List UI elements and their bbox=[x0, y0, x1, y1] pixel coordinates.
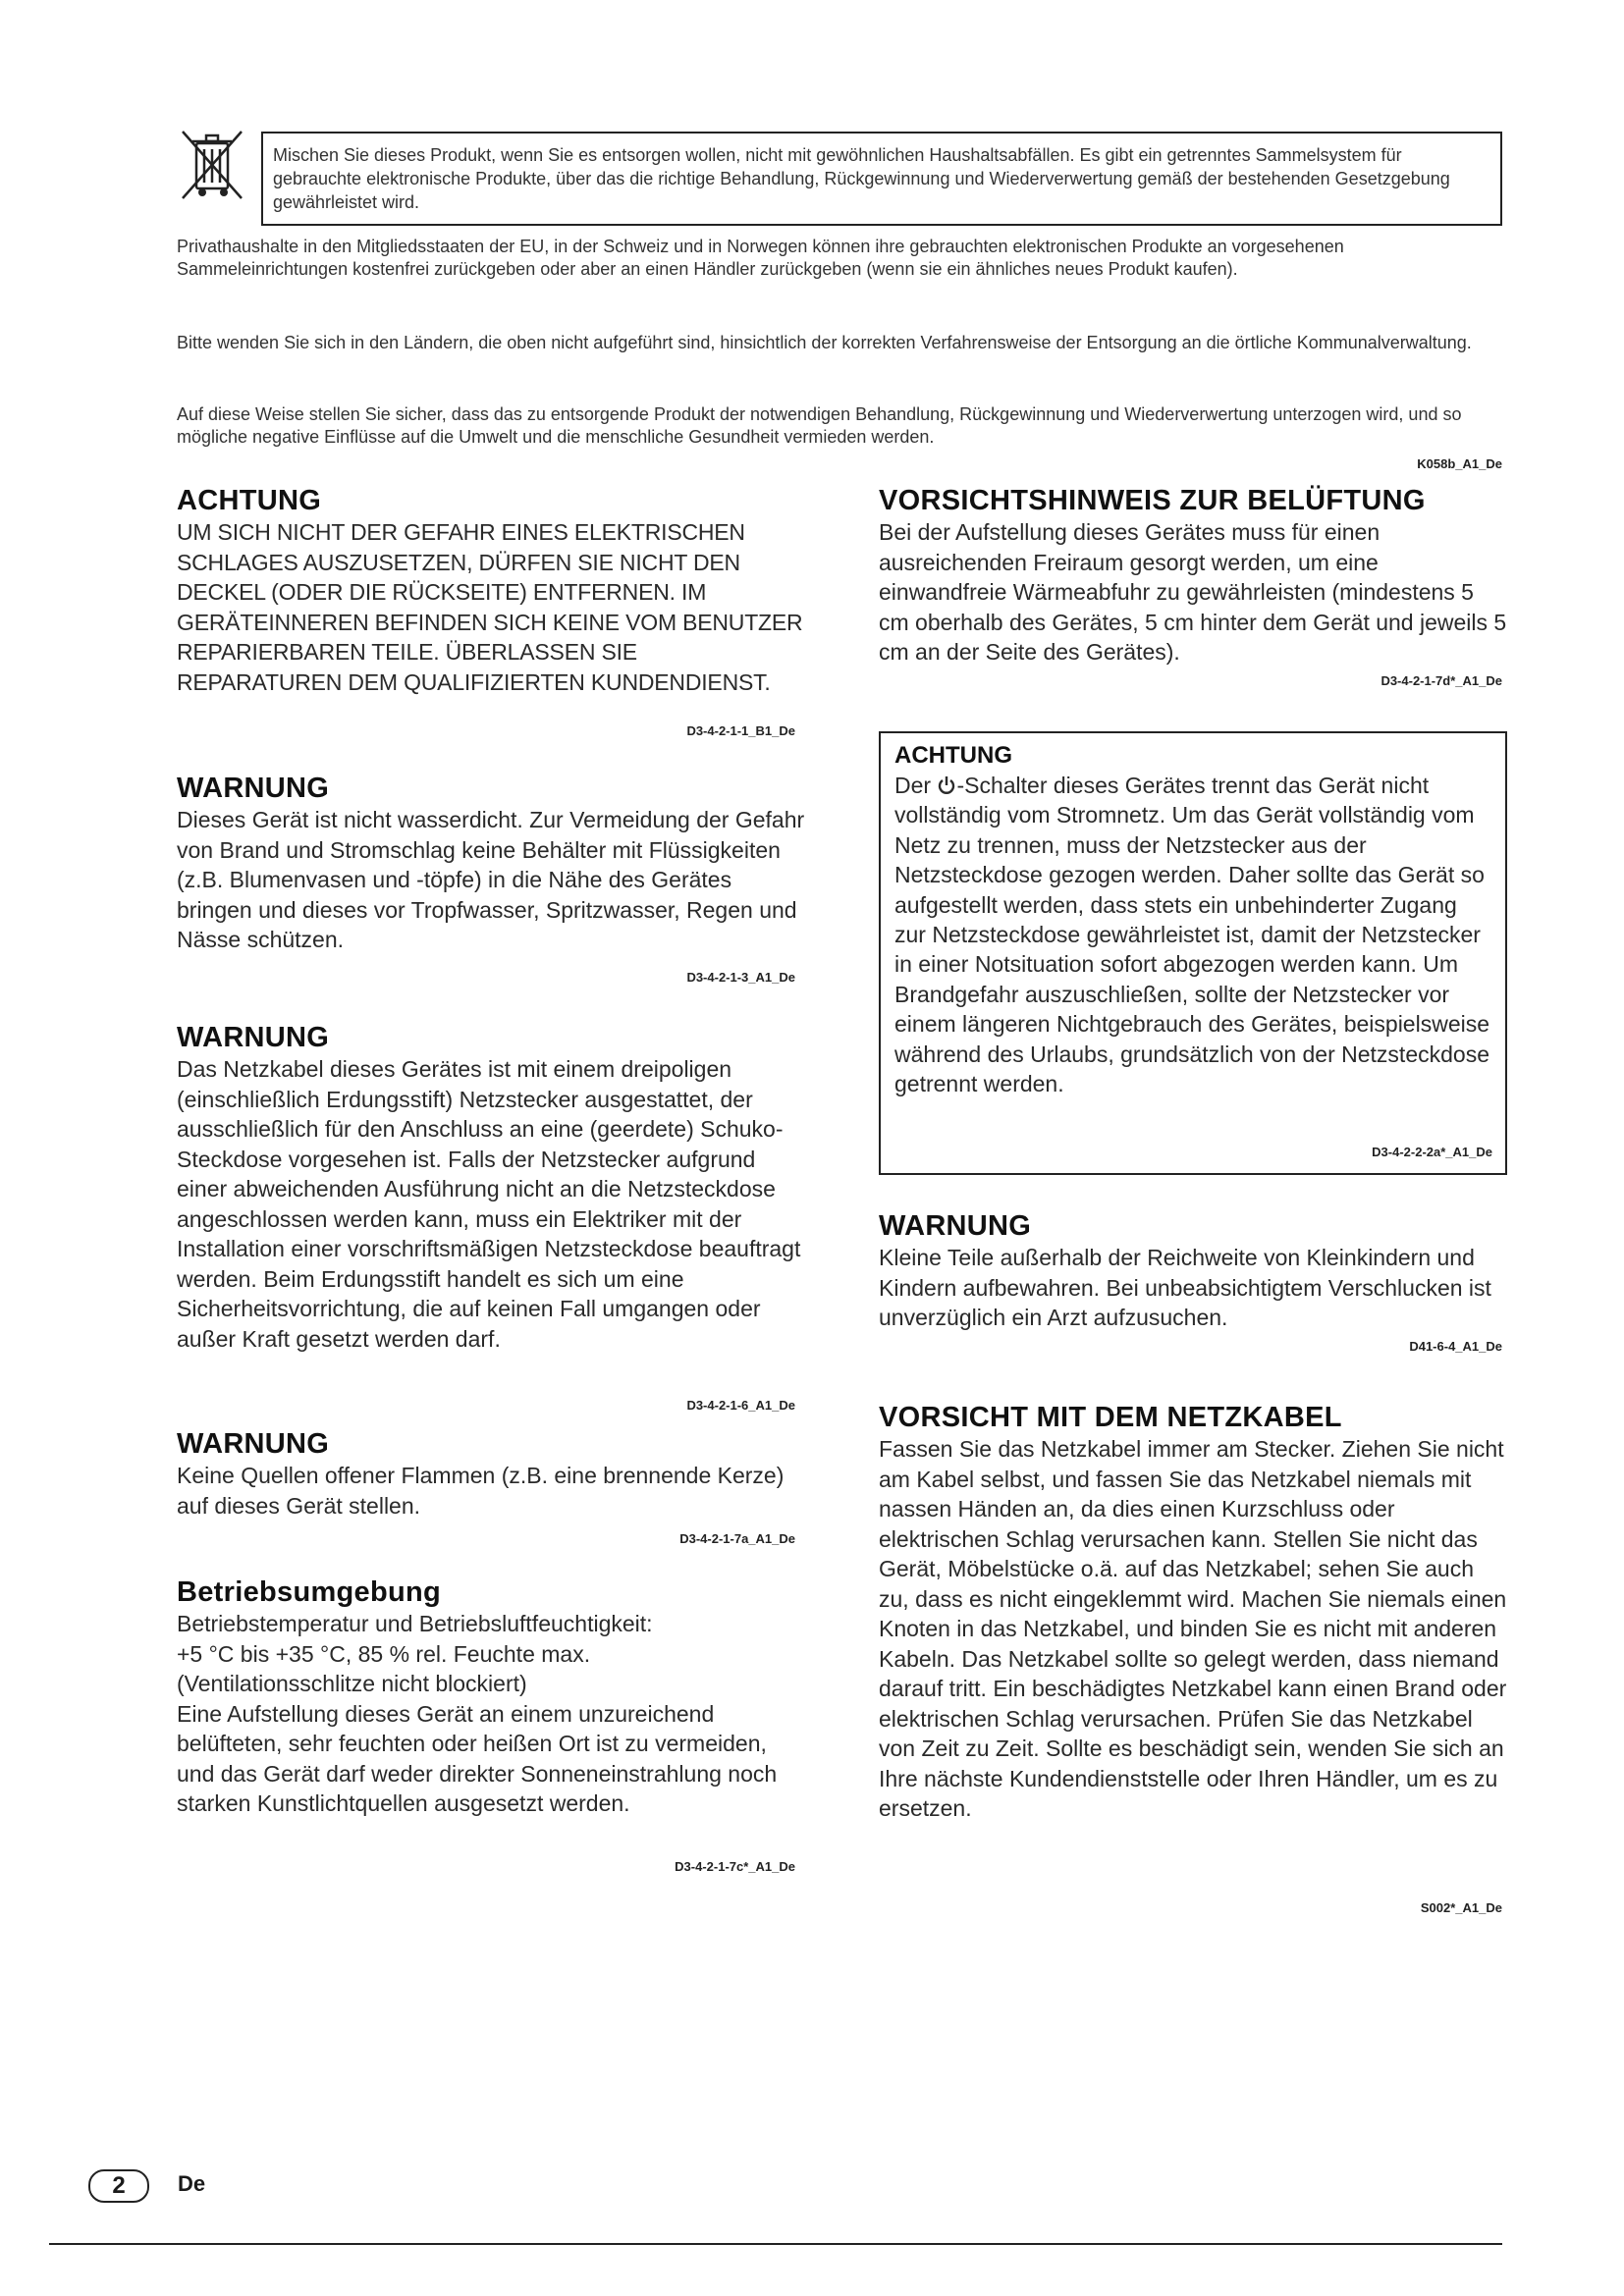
section-body: Bei der Aufstellung dieses Gerätes muss für einen ausreichenden Freiraum gesorgt werden, um eine einwandfreie Wärmeabfuhr zu gewährleisten (mindestens 5 cm oberhalb des Gerätes, 5 cm hinter dem Gerät und jeweils 5 cm an der Seite des Gerätes). bbox=[879, 519, 1507, 665]
section-title: WARNUNG bbox=[879, 1210, 1032, 1242]
warnung-water-section bbox=[177, 772, 805, 955]
belueftung-section bbox=[879, 484, 1507, 667]
section-title: Betriebsumgebung bbox=[177, 1576, 442, 1608]
power-standby-icon bbox=[937, 775, 956, 795]
reference-code: D41-6-4_A1_De bbox=[1409, 1339, 1502, 1354]
section-body: Eine Aufstellung dieses Gerät an einem unzureichend belüfteten, sehr feuchten oder heißen Ort ist zu vermeiden, und das Gerät darf weder direkter Sonneneinstrahlung noch starken Kunstlichtquellen ausgesetzt werden. bbox=[177, 1700, 778, 1816]
section-body: Kleine Teile außerhalb der Reichweite von Kleinkindern und Kindern aufbewahren. Bei unbeabsichtigtem Verschlucken ist unverzüglich ein Arzt aufzusuchen. bbox=[879, 1245, 1491, 1330]
section-body: UM SICH NICHT DER GEFAHR EINES ELEKTRISCHEN SCHLAGES AUSZUSETZEN, DÜRFEN SIE NICHT DEN DECKEL (ODER DIE RÜCKSEITE) ENTFERNEN. IM GERÄTEINNEREN BEFINDEN SICH KEINE VOM BENUTZER REPARIERBAREN TEILE. ÜBERLASSEN SIE REPARATUREN DEM QUALIFIZIERTEN KUNDENDIENST. bbox=[177, 519, 803, 695]
warnung-small-parts-section bbox=[879, 1209, 1507, 1333]
disposal-paragraph-2: Bitte wenden Sie sich in den Ländern, die oben nicht aufgeführt sind, hinsichtlich der korrekten Verfahrensweise der Entsorgung an die örtliche Kommunalverwaltung. bbox=[177, 333, 1472, 352]
reference-code: D3-4-2-1-6_A1_De bbox=[686, 1398, 795, 1413]
section-body: Fassen Sie das Netzkabel immer am Stecker. Ziehen Sie nicht am Kabel selbst, und fassen Sie das Netzkabel niemals mit nassen Händen an, da dies einen Kurzschluss oder elektrischen Schlag verursachen kann. Stellen Sie nicht das Gerät, Möbelstücke o.ä. auf das Netzkabel; sehen Sie auch zu, dass es nicht eingeklemmt wird. Machen Sie niemals einen Knoten in das Netzkabel, und binden Sie es nicht mit anderen Kabeln. Das Netzkabel sollte so gelegt werden, dass niemand darauf tritt. Ein beschädigtes Netzkabel kann einen Brand oder elektrischen Schlag verursachen. Prüfen Sie das Netzkabel von Zeit zu Zeit. Sollte es beschädigt sein, wenden Sie sich an Ihre nächste Kundendienststelle oder Ihren Händler, um es zu ersetzen. bbox=[879, 1436, 1507, 1821]
reference-code: D3-4-2-2-2a*_A1_De bbox=[1372, 1145, 1492, 1159]
netzkabel-section bbox=[879, 1401, 1507, 1824]
reference-code: K058b_A1_De bbox=[1417, 456, 1502, 471]
section-line-1: Betriebstemperatur und Betriebsluftfeuchtigkeit: bbox=[177, 1611, 653, 1636]
language-code: De bbox=[178, 2171, 206, 2196]
bottom-rule bbox=[49, 2243, 1502, 2245]
crossed-out-wheelie-bin-icon bbox=[177, 126, 247, 204]
section-title: VORSICHT MIT DEM NETZKABEL bbox=[879, 1402, 1342, 1433]
section-body: Keine Quellen offener Flammen (z.B. eine brennende Kerze) auf dieses Gerät stellen. bbox=[177, 1463, 785, 1519]
section-body: Das Netzkabel dieses Gerätes ist mit einem dreipoligen (einschließlich Erdungsstift) Netzstecker ausgestattet, der ausschließlich für den Anschluss an eine (geerdete) Schuko-Steckdose vorgesehen ist. Falls der Netzstecker aufgrund einer abweichenden Ausführung nicht an die Netzsteckdose angeschlossen werden kann, muss ein Elektriker mit der Installation einer vorschriftsmäßigen Netzsteckdose beauftragt werden. Beim Erdungsstift handelt es sich um eine Sicherheitsvorrichtung, die auf keinen Fall umgangen oder außer Kraft gesetzt werden darf. bbox=[177, 1056, 801, 1352]
box-body bbox=[894, 771, 1491, 1098]
disposal-paragraph-3: Auf diese Weise stellen Sie sicher, dass das zu entsorgende Produkt der notwendigen Behandlung, Rückgewinnung und Wiederverwertung unterzogen wird, und so mögliche negative Einflüsse auf die Umwelt und die menschliche Gesundheit vermieden werden. bbox=[177, 404, 1462, 447]
box-body-prefix: Der bbox=[894, 773, 938, 798]
section-body: Dieses Gerät ist nicht wasserdicht. Zur Vermeidung der Gefahr von Brand und Stromschlag keine Behälter mit Flüssigkeiten (z.B. Blumenvasen und -töpfe) in die Nähe des Gerätes bringen und dieses vor Tropfwasser, Spritzwasser, Regen und Nässe schützen. bbox=[177, 807, 805, 952]
section-line-3: (Ventilationsschlitze nicht blockiert) bbox=[177, 1671, 527, 1696]
achtung-power-box bbox=[879, 731, 1507, 1175]
section-title: ACHTUNG bbox=[177, 485, 322, 516]
warnung-plug-section bbox=[177, 1021, 805, 1354]
box-body-text: -Schalter dieses Gerätes trennt das Gerät nicht vollständig vom Stromnetz. Um das Gerät vollständig vom Netz zu trennen, muss der Netzstecker aus der Netzsteckdose gezogen werden. Daher sollte das Gerät so aufgestellt werden, dass stets ein unbehinderter Zugang zur Netzsteckdose gewährleistet ist, damit der Netzstecker in einer Notsituation sofort abgezogen werden kann. Um Brandgefahr auszuschließen, sollte der Netzstecker vor einem längeren Nichtgebrauch des Gerätes, beispielsweise während des Urlaubs, grundsätzlich von der Netzsteckdose getrennt werden. bbox=[894, 773, 1490, 1097]
reference-code: D3-4-2-1-7d*_A1_De bbox=[1380, 673, 1502, 688]
section-title: WARNUNG bbox=[177, 773, 330, 804]
section-title: WARNUNG bbox=[177, 1022, 330, 1053]
section-title: WARNUNG bbox=[177, 1428, 330, 1460]
reference-code: D3-4-2-1-7c*_A1_De bbox=[675, 1859, 795, 1874]
page-number: 2 bbox=[88, 2169, 149, 2203]
disposal-box-text: Mischen Sie dieses Produkt, wenn Sie es entsorgen wollen, nicht mit gewöhnlichen Haushaltsabfällen. Es gibt ein getrenntes Sammelsystem für gebrauchte elektronische Produkte, über das die richtige Behandlung, Rückgewinnung und Wiederverwertung gemäß der bestehenden Gesetzgebung gewährleistet wird. bbox=[261, 132, 1502, 226]
betriebsumgebung-section bbox=[177, 1575, 805, 1819]
box-title: ACHTUNG bbox=[894, 742, 1012, 769]
reference-code: D3-4-2-1-3_A1_De bbox=[686, 970, 795, 985]
achtung-section bbox=[177, 484, 805, 697]
disposal-paragraph-1: Privathaushalte in den Mitgliedsstaaten der EU, in der Schweiz und in Norwegen können ihre gebrauchten elektronischen Produkte an vorgesehenen Sammeleinrichtungen kostenfrei zurückgeben oder aber an einen Händler zurückgeben (wenn sie ein ähnliches neues Produkt kaufen). bbox=[177, 237, 1344, 279]
section-line-2: +5 °C bis +35 °C, 85 % rel. Feuchte max. bbox=[177, 1640, 591, 1667]
reference-code: D3-4-2-1-1_B1_De bbox=[686, 723, 795, 738]
reference-code: S002*_A1_De bbox=[1420, 1900, 1502, 1915]
section-title: VORSICHTSHINWEIS ZUR BELÜFTUNG bbox=[879, 485, 1426, 516]
warnung-flame-section bbox=[177, 1427, 805, 1521]
reference-code: D3-4-2-1-7a_A1_De bbox=[679, 1531, 795, 1546]
